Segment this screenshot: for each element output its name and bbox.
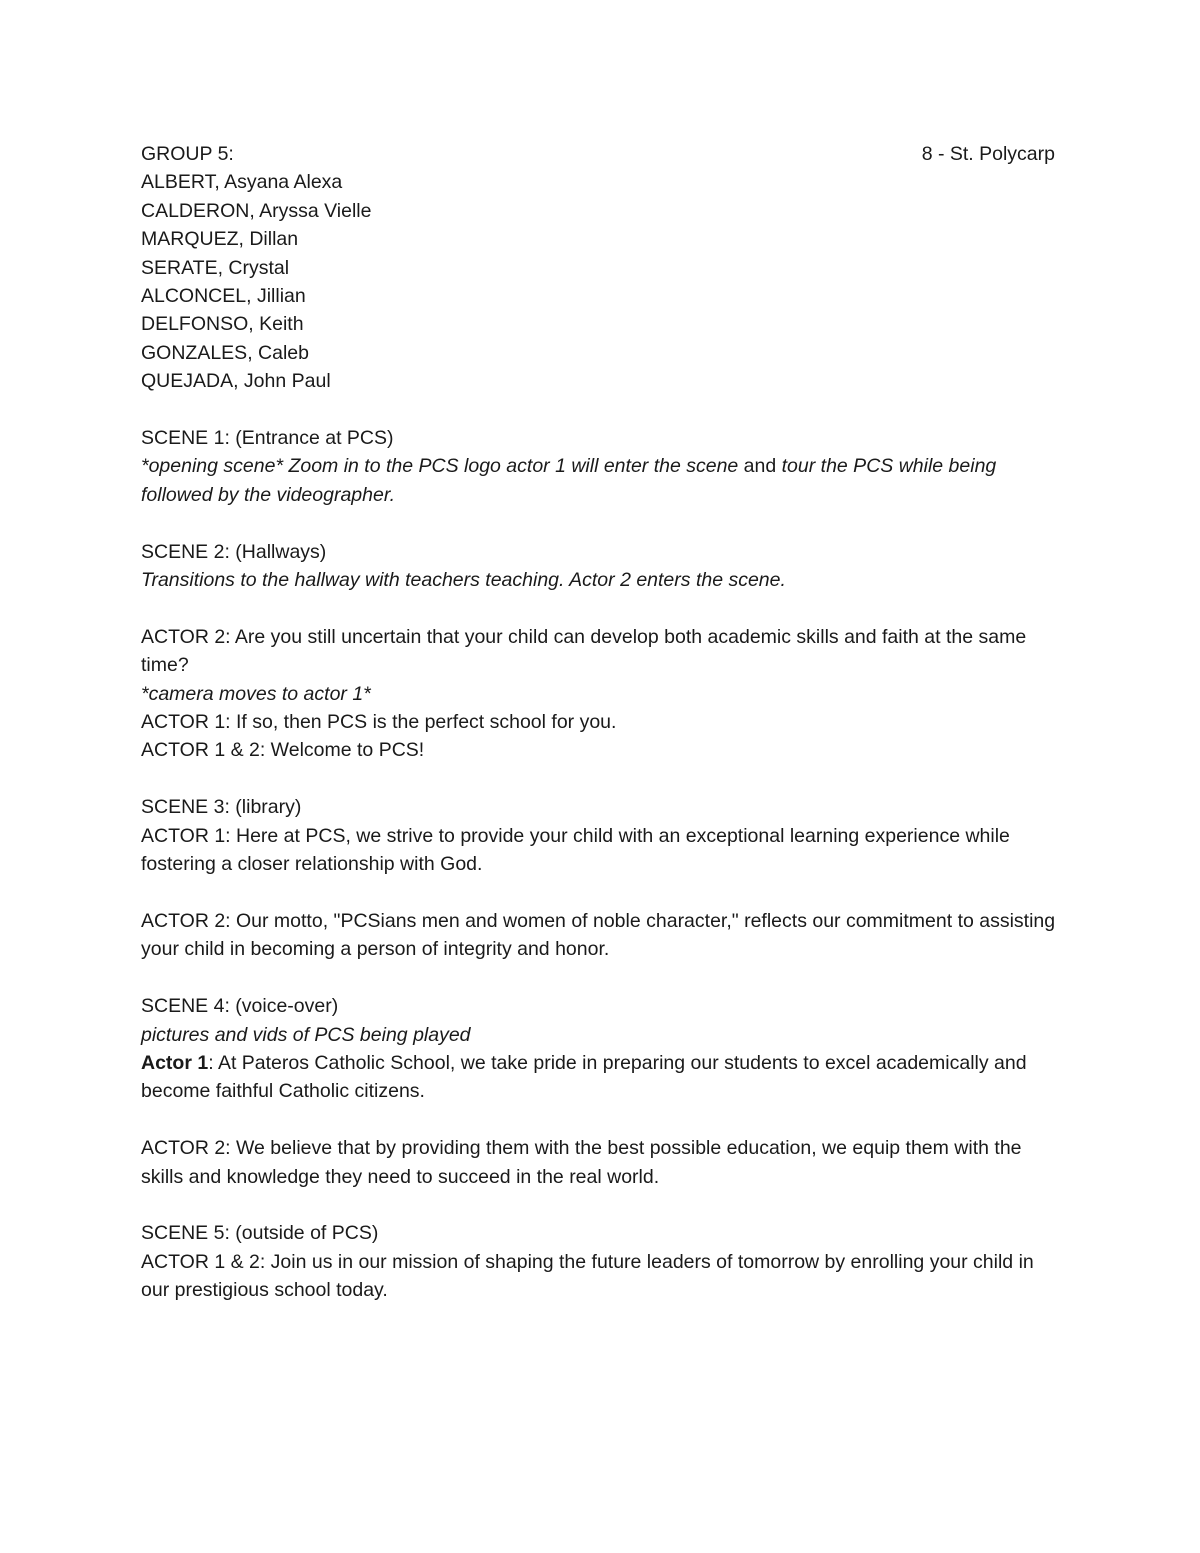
section-label: 8 - St. Polycarp [921, 143, 1055, 165]
scene-2-dialogue-both: ACTOR 1 & 2: Welcome to PCS! [141, 739, 425, 762]
scene-1-direction [141, 452, 1061, 509]
scene-4-direction: pictures and vids of PCS being played [141, 1023, 471, 1046]
scene-2-camera-cue: *camera moves to actor 1* [141, 682, 371, 705]
member-list [141, 168, 1061, 395]
scene-1-title: SCENE 1: (Entrance at PCS) [141, 427, 394, 450]
scene-2-title: SCENE 2: (Hallways) [141, 540, 327, 563]
member-name: SERATE, Crystal [141, 256, 290, 279]
scene-2-dialogue-actor-2: ACTOR 2: Are you still uncertain that your child can develop both academic skills and faith at the same time? [141, 625, 1027, 677]
scene-4-dialogue-actor-1 [141, 1049, 1061, 1106]
scene-4-title: SCENE 4: (voice-over) [141, 995, 339, 1018]
scene-3-title: SCENE 3: (library) [141, 796, 302, 819]
member-name: ALCONCEL, Jillian [141, 285, 306, 308]
scene-4-dialogue-actor-2: ACTOR 2: We believe that by providing them with the best possible education, we equip them with the skills and knowledge they need to succeed in the real world. [141, 1137, 1022, 1188]
scene-3-dialogue-actor-2: ACTOR 2: Our motto, "PCSians men and women of noble character," reflects our commitment to assisting your child in becoming a person of integrity and honor. [141, 909, 1056, 961]
spacer [141, 1191, 1061, 1219]
spacer [141, 396, 1061, 424]
scene-1-direction-part-c: tour the PCS while being followed by the videographer. [141, 455, 997, 506]
spacer [141, 509, 1061, 537]
document-page [141, 140, 1061, 1305]
spacer [141, 765, 1061, 793]
scene-3-dialogue-actor-1: ACTOR 1: Here at PCS, we strive to provide your child with an exceptional learning experience while fostering a closer relationship with God. [141, 824, 1010, 876]
scene-2-direction: Transitions to the hallway with teachers teaching. Actor 2 enters the scene. [141, 569, 786, 592]
scene-1-direction-part-b: and [738, 455, 782, 478]
member-name: DELFONSO, Keith [141, 313, 304, 336]
scene-4-speaker-actor-1: Actor 1 [141, 1051, 209, 1074]
member-name: QUEJADA, John Paul [141, 370, 331, 393]
member-name: CALDERON, Aryssa Vielle [141, 199, 372, 222]
member-name: ALBERT, Asyana Alexa [141, 171, 343, 194]
group-label: GROUP 5: [141, 143, 234, 165]
spacer [141, 879, 1061, 907]
spacer [141, 964, 1061, 992]
header-row [141, 140, 1055, 168]
member-name: GONZALES, Caleb [141, 341, 309, 364]
scene-5-dialogue-both: ACTOR 1 & 2: Join us in our mission of shaping the future leaders of tomorrow by enrolling your child in our prestigious school today. [141, 1250, 1034, 1302]
member-name: MARQUEZ, Dillan [141, 228, 299, 251]
scene-1-direction-part-a: *opening scene* Zoom in to the PCS logo actor 1 will enter the scene [141, 455, 739, 478]
scene-4-dialogue-actor-1-text: : At Pateros Catholic School, we take pride in preparing our students to excel academically and become faithful Catholic citizens. [141, 1051, 1027, 1103]
scene-2-dialogue-actor-1: ACTOR 1: If so, then PCS is the perfect school for you. [141, 711, 617, 734]
spacer [141, 594, 1061, 622]
scene-5-title: SCENE 5: (outside of PCS) [141, 1222, 379, 1245]
spacer [141, 1106, 1061, 1134]
